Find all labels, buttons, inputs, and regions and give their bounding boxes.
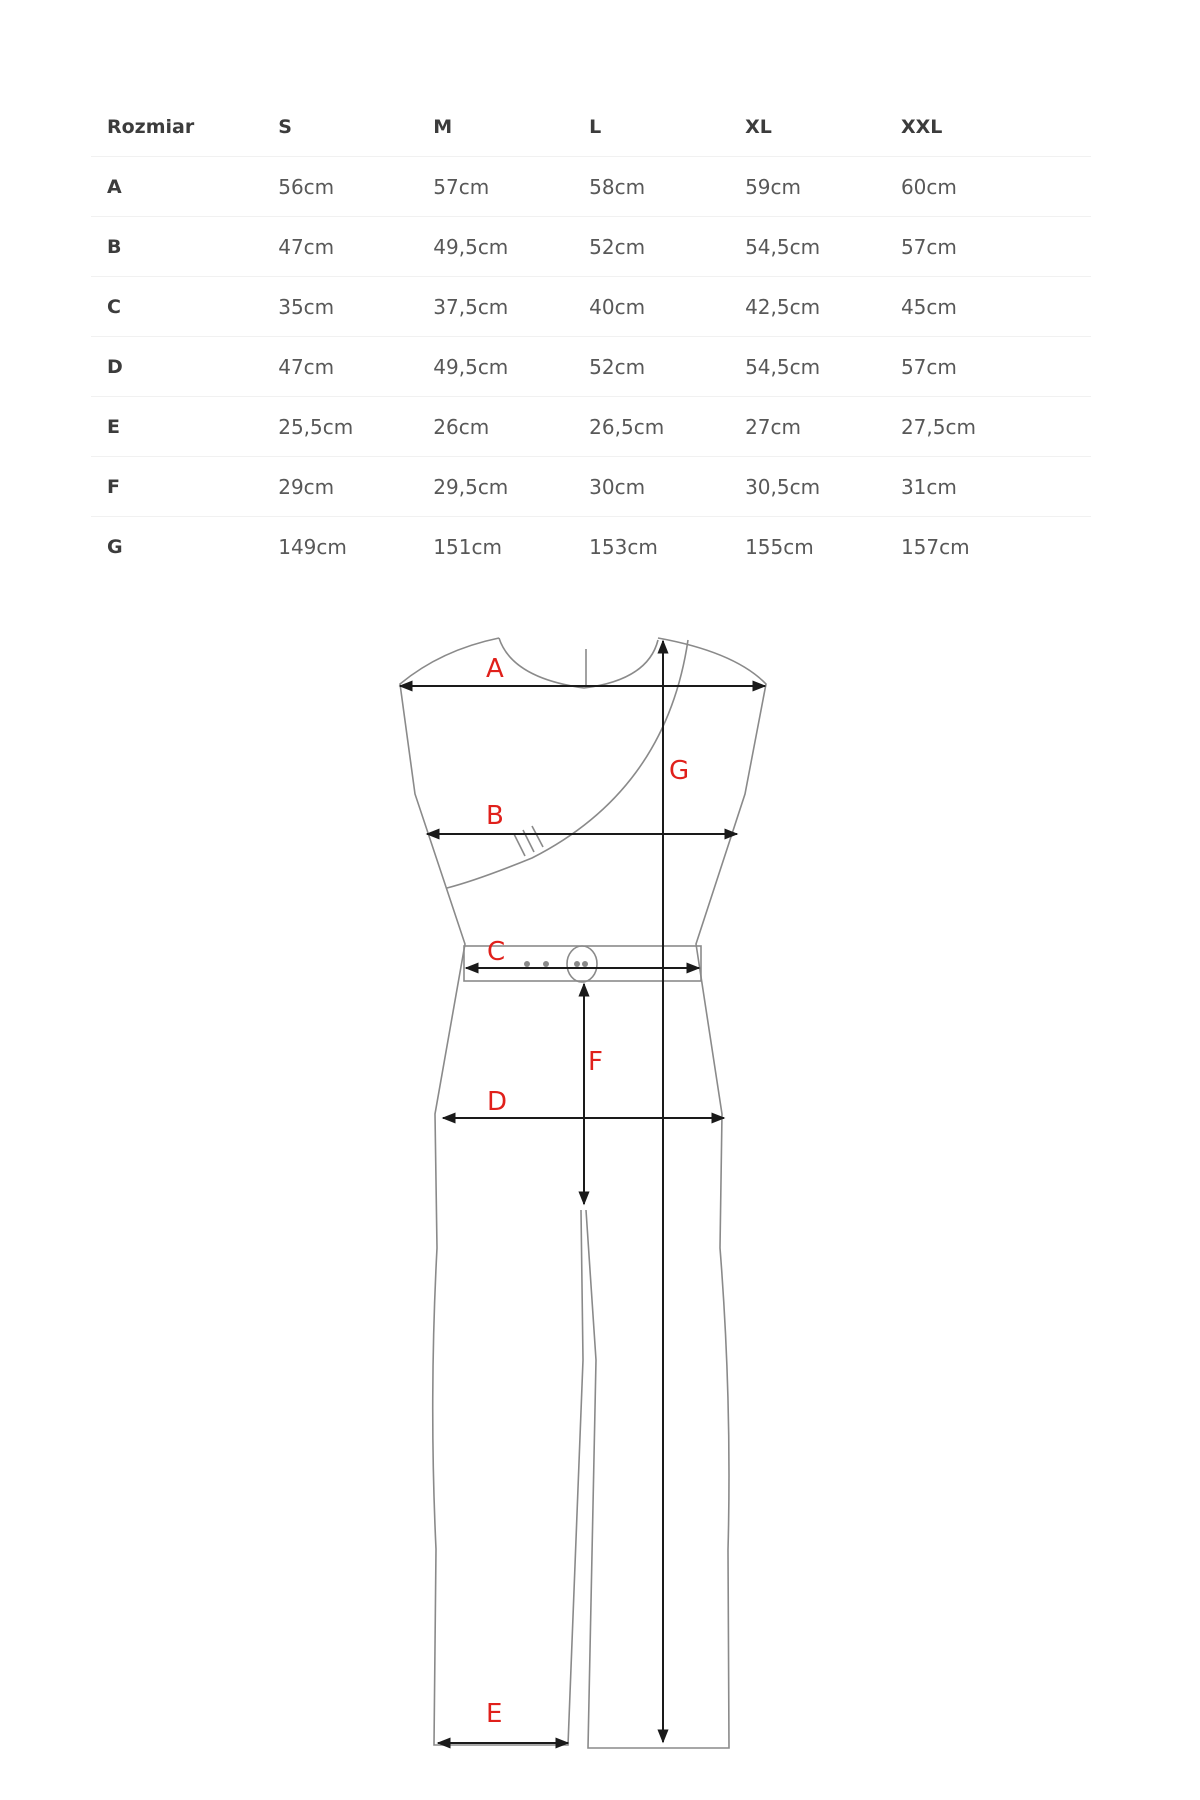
table-cell: 37,5cm [417,277,573,337]
table-cell: 40cm [573,277,729,337]
table-cell: 157cm [900,534,970,559]
table-cell: 27cm [729,397,885,457]
row-label: G [107,535,123,558]
row-label: A [91,157,262,217]
table-cell: 47cm [262,337,417,397]
measurement-arrows [400,641,765,1743]
table-cell: 49,5cm [417,217,573,277]
table-cell: 27,5cm [885,397,1091,457]
label-c: C [487,937,506,967]
label-f: F [588,1047,603,1077]
belt-holes [524,961,588,967]
drape-line [447,640,688,888]
neckline [499,638,658,688]
drape-fold-3 [532,826,543,847]
header-size-m: M [417,97,573,157]
drape-fold-1 [514,834,525,856]
row-label: E [91,397,262,457]
table-cell: 52cm [573,337,729,397]
row-label: F [91,457,262,517]
table-cell: 57cm [417,157,573,217]
label-d: D [487,1087,508,1117]
table-cell: 47cm [262,217,417,277]
row-label: D [91,337,262,397]
table-cell: 45cm [885,277,1091,337]
table-cell: 56cm [262,157,417,217]
table-cell: 30cm [573,457,729,517]
table-cell: 35cm [262,277,417,337]
table-cell: 149cm [278,534,347,559]
table-cell: 58cm [573,157,729,217]
label-a: A [486,654,504,684]
table-cell: 151cm [433,534,502,559]
table-cell: 29cm [262,457,417,517]
table-cell: 25,5cm [262,397,417,457]
table-cell: 54,5cm [729,217,885,277]
label-b: B [486,801,504,831]
row-label: C [91,277,262,337]
table-cell: 26cm [417,397,573,457]
table-cell: 30,5cm [729,457,885,517]
table-cell: 42,5cm [729,277,885,337]
table-cell: 57cm [885,217,1091,277]
table-cell: 155cm [745,534,814,559]
header-size-xl: XL [729,97,885,157]
table-cell: 54,5cm [729,337,885,397]
header-size-s: S [262,97,417,157]
label-g: G [669,756,690,786]
table-cell: 31cm [885,457,1091,517]
row-label: B [91,217,262,277]
header-size-xxl: XXL [885,97,1091,157]
table-cell: 49,5cm [417,337,573,397]
table-cell: 60cm [885,157,1091,217]
label-e: E [486,1699,503,1729]
table-cell: 52cm [573,217,729,277]
table-cell: 153cm [589,534,658,559]
table-cell: 26,5cm [573,397,729,457]
table-cell: 57cm [885,337,1091,397]
header-size-l: L [573,97,729,157]
table-cell: 29,5cm [417,457,573,517]
header-size-label: Rozmiar [91,97,262,157]
table-cell: 59cm [729,157,885,217]
